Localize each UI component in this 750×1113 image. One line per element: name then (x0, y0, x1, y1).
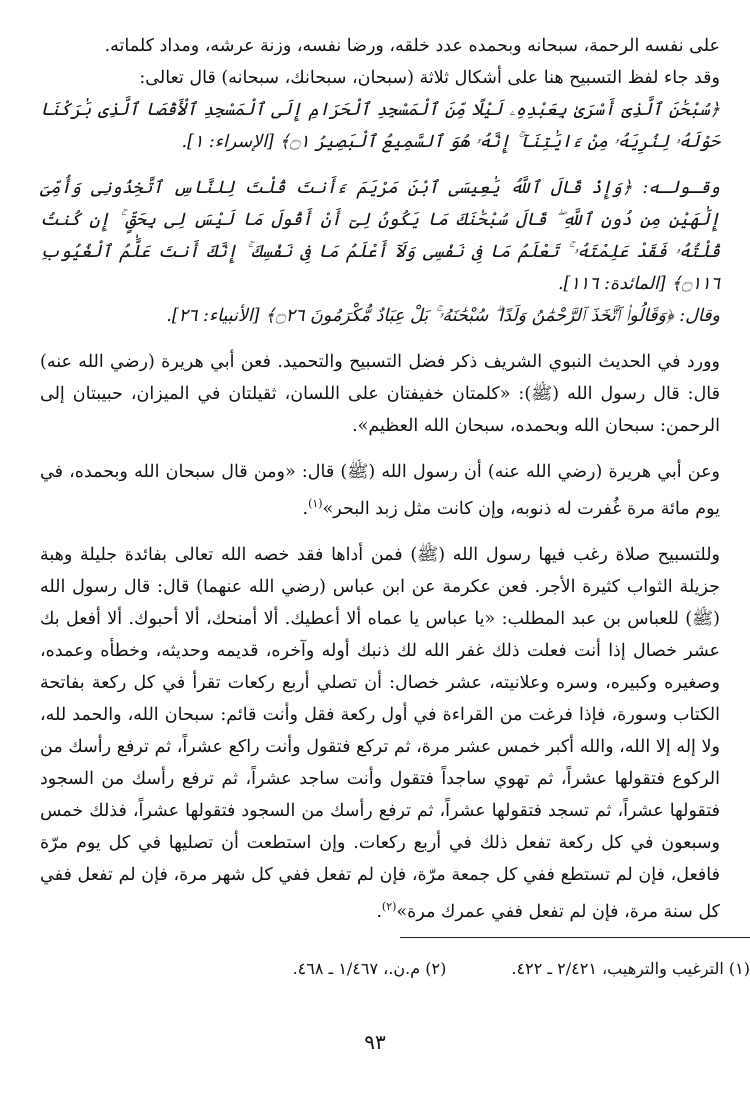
verse-maidah: وقـولـه: ﴿وَإِذْ قَالَ ٱللَّهُ يَٰعِيسَى ٱبْنَ مَرْيَمَ ءَأَنتَ قُلْتَ لِلنَّاسِ ٱتَّخِذُونِى وَأُمِّىَ إِلَٰهَيْنِ مِن دُونِ ٱللَّهِ ۖ قَالَ سُبْحَٰنَكَ مَا يَكُونُ لِىٓ أَنْ أَقُولَ مَا لَيْسَ لِى بِحَقٍّ ۚ إِن كُنتُ قُلْتُهُۥ فَقَدْ عَلِمْتَهُۥ ۚ تَعْلَمُ مَا فِى نَفْسِى وَلَآ أَعْلَمُ مَا فِى نَفْسِكَ ۚ إِنَّكَ أَنتَ عَلَّٰمُ ٱلْغُيُوبِ ۝١١٦﴾ [المائدة: ١١٦]. (40, 178, 720, 294)
tasbih-prayer-text: وللتسبيح صلاة رغب فيها رسول الله (ﷺ) فمن أداها فقد خصه الله تعالى بفائدة جليلة وهبة جزيلة الثواب كثيرة الأجر. فعن عكرمة عن ابن عباس (رضي الله عنهما) قال: قال رسول الله (ﷺ) للعباس بن عبد المطلب: «يا عباس يا عماه ألا أعطيك. ألا أمنحك، ألا أحبوك. ألا أفعل بك عشر خصال إذا أنت فعلت ذلك غفر الله لك ذنبك أوله وآخره، قديمه وحديثه، وخطأه وعمده، وصغيره وكبيره، وسره وعلانيته، عشر خصال: أن تصلي أربع ركعات تقرأ في كل ركعة بفاتحة الكتاب وسورة، فإذا فرغت من القراءة في أول ركعة فقل وأنت قائم: سبحان الله، والحمد لله، ولا إله إلا الله، والله أكبر خمس عشر مرة، ثم تركع فتقول وأنت راكع عشراً، ثم ترفع رأسك من الركوع فتقولها عشراً، ثم تهوي ساجداً فتقول وأنت ساجد عشراً، ثم ترفع رأسك من السجود فتقولها عشراً، ثم تسجد فتقولها عشراً، ثم ترفع رأسك من السجود فتقولها عشراً، فذلك خمس وسبعون في كل ركعة تفعل ذلك في أربع ركعات. وإن استطعت أن تصليها في كل يوم مرّة فافعل، فإن لم تستطع ففي كل جمعة مرّة، فإن لم تفعل ففي كل شهر مرة، فإن لم تفعل ففي كل سنة مرة، فإن لم تفعل ففي عمرك مرة» (40, 544, 720, 922)
paragraph-intro: على نفسه الرحمة، سبحانه وبحمده عدد خلقه، ورضا نفسه، وزنة عرشه، ومداد كلماته. (104, 36, 720, 56)
footnote-2: (٢) م.ن.، ١/٤٦٧ ـ ٤٦٨. (292, 959, 447, 978)
footnote-1: (١) الترغيب والترهيب، ٢/٤٢١ ـ ٤٢٢. (511, 959, 750, 978)
paragraph-hadith-1: وورد في الحديث النبوي الشريف ذكر فضل التسبيح والتحميد. فعن أبي هريرة (رضي الله عنه) قال: قال رسول الله (ﷺ): «كلمتان خفيفتان على اللسان، ثقيلتان في الميزان، حبيبتان إلى الرحمن: سبحان الله وبحمده، سبحان الله العظيم». (40, 352, 720, 436)
verse-anbiya: وقال: ﴿وَقَالُوا۟ ٱتَّخَذَ ٱلرَّحْمَٰنُ وَلَدًا ۗ سُبْحَٰنَهُۥ ۚ بَلْ عِبَادٌ مُّكْرَمُونَ ۝٢٦﴾ [الأنبياء: ٢٦]. (166, 306, 720, 326)
footnote-divider (400, 937, 750, 938)
footnote-mark-2: (٢) (381, 899, 397, 913)
page-body (40, 30, 720, 928)
verse-isra: ﴿سُبْحَٰنَ ٱلَّذِىٓ أَسْرَىٰ بِعَبْدِهِۦ لَيْلًا مِّنَ ٱلْمَسْجِدِ ٱلْحَرَامِ إِلَى ٱلْمَسْجِدِ ٱلْأَقْصَا ٱلَّذِى بَٰرَكْنَا حَوْلَهُۥ لِنُرِيَهُۥ مِنْ ءَايَٰتِنَآ ۚ إِنَّهُۥ هُوَ ٱلسَّمِيعُ ٱلْبَصِيرُ ۝١﴾ [الإسراء: ١]. (40, 100, 720, 152)
paragraph-tasbih-forms: وقد جاء لفظ التسبيح هنا على أشكال ثلاثة (سبحان، سبحانك، سبحانه) قال تعالى: (139, 68, 720, 88)
footnote-mark-1: (١) (308, 497, 323, 510)
footnotes (0, 955, 750, 983)
page-number: ٩٣ (364, 1030, 386, 1054)
paragraph-tasbih-prayer: وللتسبيح صلاة رغب فيها رسول الله (ﷺ) فمن أداها فقد خصه الله تعالى بفائدة جليلة وهبة جزيلة الثواب كثيرة الأجر. فعن عكرمة عن ابن عباس (رضي الله عنهما) قال: قال رسول الله (ﷺ) للعباس بن عبد المطلب: «يا عباس يا عماه ألا أعطيك. ألا أمنحك، ألا أحبوك. ألا أفعل بك عشر خصال إذا أنت فعلت ذلك غفر الله لك ذنبك أوله وآخره، قديمه وحديثه، وخطأه وعمده، وصغيره وكبيره، وسره وعلانيته، عشر خصال: أن تصلي أربع ركعات تقرأ في كل ركعة بفاتحة الكتاب وسورة، فإذا فرغت من القراءة في أول ركعة فقل وأنت قائم: سبحان الله، والحمد لله، ولا إله إلا الله، والله أكبر خمس عشر مرة، ثم تركع فتقول وأنت راكع عشراً، ثم ترفع رأسك من الركوع فتقولها عشراً، ثم تهوي ساجداً فتقول وأنت ساجد عشراً، ثم ترفع رأسك من السجود فتقولها عشراً، ثم تسجد فتقولها عشراً، ثم ترفع رأسك من السجود فتقولها عشراً، فذلك خمس وسبعون في كل ركعة تفعل ذلك في أربع ركعات. وإن استطعت أن تصليها في كل يوم مرّة فافعل، فإن لم تستطع ففي كل جمعة مرّة، فإن لم تفعل ففي كل شهر مرة، فإن لم تفعل ففي كل سنة مرة، فإن لم تفعل ففي عمرك مرة»$^{(٢)}$. (40, 544, 720, 922)
hadith-2-text: وعن أبي هريرة (رضي الله عنه) أن رسول الله (ﷺ) قال: «ومن قال سبحان الله وبحمده، في يوم مائة مرة غُفرت له ذنوبه، وإن كانت مثل زبد البحر» (40, 462, 720, 519)
paragraph-hadith-2: وعن أبي هريرة (رضي الله عنه) أن رسول الله (ﷺ) قال: «ومن قال سبحان الله وبحمده، في يوم مائة مرة غُفرت له ذنوبه، وإن كانت مثل زبد البحر»$^{(١)}$. (40, 462, 720, 519)
